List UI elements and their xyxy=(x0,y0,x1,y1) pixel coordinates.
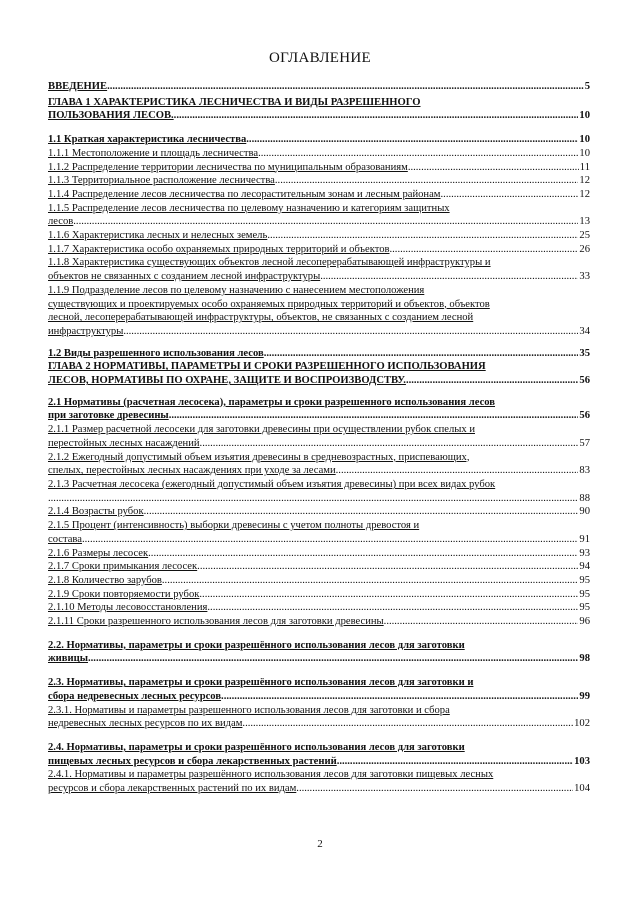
toc-entry-line xyxy=(48,215,590,229)
leader-dots xyxy=(148,547,578,561)
toc-entry-line xyxy=(48,676,590,690)
toc-entry-text: лесной, лесоперерабатывающей инфраструктуры, объектов, не связанных с созданием лесной xyxy=(48,312,474,324)
leader-dots xyxy=(73,215,578,229)
toc-entry-text: 1.1.1 Местоположение и площадь лесничества xyxy=(48,147,259,159)
leader-dots xyxy=(258,147,578,161)
toc-entry-line xyxy=(48,741,590,755)
toc-page-number: 11 xyxy=(579,161,590,173)
toc-entry-text: 2.1.10 Методы лесовосстановления xyxy=(48,602,208,614)
leader-dots xyxy=(441,188,579,202)
toc-entry-text: объектов не связанных с созданием лесной инфраструктуры xyxy=(48,271,321,283)
toc-entry[interactable] xyxy=(48,80,590,94)
toc-entry-line xyxy=(48,311,590,325)
toc-entry-text: 2.2. Нормативы, параметры и сроки разрешённого использования лесов для заготовки xyxy=(48,639,465,651)
toc-page-number: 25 xyxy=(579,230,590,242)
toc-entry[interactable] xyxy=(48,174,590,188)
toc-entry-text: 2.3.1. Нормативы и параметры разрешенного использования лесов для заготовки и сбора xyxy=(48,704,450,716)
toc-page-number: 88 xyxy=(579,492,590,504)
toc-entry-line xyxy=(48,147,590,161)
toc-entry-line xyxy=(48,782,590,796)
toc-entry-line xyxy=(48,80,590,94)
toc-entry-text: живицы xyxy=(48,653,88,665)
leader-dots xyxy=(221,690,578,704)
toc-entry[interactable] xyxy=(48,347,590,361)
toc-entry-text: 2.1.4 Возрасты рубок xyxy=(48,506,144,518)
page-title: ОГЛАВЛЕНИЕ xyxy=(269,50,371,66)
leader-dots xyxy=(174,109,579,123)
toc-entry[interactable] xyxy=(48,161,590,175)
toc-entry-text: спелых, перестойных лесных насаждениях при уходе за лесами xyxy=(48,465,336,477)
toc-entry-text: инфраструктуры xyxy=(48,325,124,337)
toc-entry-line xyxy=(48,174,590,188)
toc-entry[interactable] xyxy=(48,478,590,505)
toc-entry-line xyxy=(48,519,590,533)
toc-entry-line xyxy=(48,464,590,478)
leader-dots xyxy=(267,229,578,243)
toc-page-number: 57 xyxy=(579,437,590,449)
toc-entry-line xyxy=(48,615,590,629)
toc-page-number: 95 xyxy=(579,574,590,586)
leader-dots xyxy=(264,347,579,361)
toc-entry-text: 2.1.5 Процент (интенсивность) выборки древесины с учетом полноты древостоя и xyxy=(48,520,420,532)
toc-entry-line xyxy=(48,396,590,410)
leader-dots xyxy=(48,492,578,506)
leader-dots xyxy=(242,717,573,731)
toc-page-number: 35 xyxy=(579,347,590,359)
toc-entry-text: сбора недревесных лесных ресурсов xyxy=(48,690,222,702)
toc-entry-text: 2.1.1 Размер расчетной лесосеки для заготовки древесины при осуществлении рубок спелых и xyxy=(48,424,475,436)
toc-page-number: 56 xyxy=(579,410,590,422)
leader-dots xyxy=(296,782,573,796)
toc-entry-line xyxy=(48,704,590,718)
leader-dots xyxy=(406,374,578,388)
toc-entry[interactable] xyxy=(48,741,590,768)
toc-entry-line xyxy=(48,690,590,704)
toc-entry[interactable] xyxy=(48,202,590,229)
leader-dots xyxy=(197,560,578,574)
toc-entry-text: ГЛАВА 2 НОРМАТИВЫ, ПАРАМЕТРЫ И СРОКИ РАЗРЕШЕННОГО ИСПОЛЬЗОВАНИЯ xyxy=(48,361,486,373)
toc-entry-line xyxy=(48,409,590,423)
toc-entry[interactable] xyxy=(48,601,590,615)
toc-entry-line xyxy=(48,243,590,257)
toc-page-number: 33 xyxy=(579,271,590,283)
toc-entry-line xyxy=(48,451,590,465)
leader-dots xyxy=(107,80,584,94)
toc-entry[interactable] xyxy=(48,256,590,283)
leader-dots xyxy=(123,325,578,339)
toc-entry-text: 1.2 Виды разрешенного использования лесов xyxy=(48,347,264,359)
toc-entry-line xyxy=(48,133,590,147)
leader-dots xyxy=(336,464,579,478)
toc-entry[interactable] xyxy=(48,676,590,703)
leader-dots xyxy=(246,133,578,147)
leader-dots xyxy=(200,437,579,451)
toc-page-number: 104 xyxy=(574,783,590,795)
toc-entry-text: существующих и проектируемых особо охраняемых природных территорий и объектов, объектов xyxy=(48,298,490,310)
toc-entry[interactable] xyxy=(48,768,590,795)
toc-page-number: 102 xyxy=(574,718,590,730)
toc-entry-text: 2.1.7 Сроки примыкания лесосек xyxy=(48,561,198,573)
toc-entry-line xyxy=(48,755,590,769)
leader-dots xyxy=(169,409,579,423)
toc-entry-line xyxy=(48,533,590,547)
toc-entry-line xyxy=(48,325,590,339)
toc-entry-line xyxy=(48,639,590,653)
toc-entry[interactable] xyxy=(48,615,590,629)
toc-entry[interactable] xyxy=(48,505,590,519)
toc-entry[interactable] xyxy=(48,423,590,450)
toc-entry-line xyxy=(48,505,590,519)
toc-entry-line xyxy=(48,588,590,602)
leader-dots xyxy=(337,755,573,769)
toc-entry-text: ресурсов и сбора лекарственных растений по их видам xyxy=(48,783,297,795)
toc-entry-text: пищевых лесных ресурсов и сбора лекарственных растений xyxy=(48,755,337,767)
toc-entry-line xyxy=(48,229,590,243)
toc-entry[interactable] xyxy=(48,396,590,423)
toc-entry-text: 1.1.8 Характеристика существующих объектов лесной лесоперерабатывающей инфраструктуры и xyxy=(48,257,491,269)
toc-entry-text: 2.1.11 Сроки разрешенного использования лесов для заготовки древесины xyxy=(48,616,384,628)
toc-page-number: 10 xyxy=(579,110,590,122)
toc-page-number: 95 xyxy=(579,588,590,600)
page-number: 2 xyxy=(317,838,323,850)
leader-dots xyxy=(390,243,579,257)
leader-dots xyxy=(88,652,578,666)
toc-entry[interactable] xyxy=(48,284,590,339)
toc-entry-text: недревесных лесных ресурсов по их видам xyxy=(48,718,243,730)
toc-entry-line xyxy=(48,298,590,312)
leader-dots xyxy=(82,533,578,547)
toc-entry-text: 1.1.6 Характеристика лесных и нелесных земель xyxy=(48,230,268,242)
toc-page-number: 91 xyxy=(579,533,590,545)
toc-entry[interactable] xyxy=(48,133,590,147)
toc-entry-line xyxy=(48,96,590,110)
toc-entry-text: 1.1 Краткая характеристика лесничества xyxy=(48,134,247,146)
toc-entry[interactable] xyxy=(48,574,590,588)
toc-page-number: 93 xyxy=(579,547,590,559)
toc-entry-line xyxy=(48,717,590,731)
toc-page-number: 56 xyxy=(579,375,590,387)
toc-entry-line xyxy=(48,202,590,216)
toc-entry-text: 2.1.9 Сроки повторяемости рубок xyxy=(48,588,200,600)
toc-page-number: 99 xyxy=(579,690,590,702)
toc-page-number: 34 xyxy=(579,325,590,337)
toc-page-number: 10 xyxy=(579,134,590,146)
toc-entry-text: 1.1.5 Распределение лесов лесничества по целевому назначению и категориям защитных xyxy=(48,202,450,214)
toc-entry[interactable] xyxy=(48,519,590,546)
toc-entry-line xyxy=(48,284,590,298)
toc-entry-line xyxy=(48,492,590,506)
leader-dots xyxy=(207,601,578,615)
toc-entry-line xyxy=(48,768,590,782)
toc-entry-text: лесов xyxy=(48,216,74,228)
toc-entry-text: 1.1.2 Распределение территории лесничества по муниципальным образованиям xyxy=(48,161,408,173)
toc-entry[interactable] xyxy=(48,639,590,666)
toc-entry-text: ГЛАВА 1 ХАРАКТЕРИСТИКА ЛЕСНИЧЕСТВА И ВИДЫ РАЗРЕШЕННОГО xyxy=(48,96,421,108)
toc-entry-line xyxy=(48,347,590,361)
toc-entry-text: при заготовке древесины xyxy=(48,410,169,422)
toc-page-number: 103 xyxy=(574,755,590,767)
toc-entry-line xyxy=(48,188,590,202)
toc-entry-line xyxy=(48,423,590,437)
toc-entry[interactable] xyxy=(48,188,590,202)
leader-dots xyxy=(162,574,579,588)
toc-entry[interactable] xyxy=(48,704,590,731)
toc-entry-line xyxy=(48,109,590,123)
toc-page-number: 13 xyxy=(579,216,590,228)
toc-entry[interactable] xyxy=(48,360,590,387)
toc-entry-line xyxy=(48,437,590,451)
toc-entry[interactable] xyxy=(48,147,590,161)
toc-entry-line xyxy=(48,574,590,588)
toc-entry[interactable] xyxy=(48,547,590,561)
toc-entry-text: 2.4. Нормативы, параметры и сроки разрешённого использования лесов для заготовки xyxy=(48,741,465,753)
toc-page-number: 12 xyxy=(579,175,590,187)
toc-page-number: 83 xyxy=(579,465,590,477)
toc-entry-text: 2.1.8 Количество зарубов xyxy=(48,574,162,586)
toc-entry-text: состава xyxy=(48,533,82,545)
toc-entry[interactable] xyxy=(48,451,590,478)
table-of-contents xyxy=(48,80,590,796)
toc-entry[interactable] xyxy=(48,588,590,602)
toc-entry-line xyxy=(48,478,590,492)
toc-entry-text: перестойных лесных насаждений xyxy=(48,437,200,449)
toc-entry-line xyxy=(48,547,590,561)
toc-entry-line xyxy=(48,652,590,666)
leader-dots xyxy=(275,174,579,188)
toc-page-number: 94 xyxy=(579,561,590,573)
toc-page-number: 26 xyxy=(579,243,590,255)
toc-entry-text: 2.1.3 Расчетная лесосека (ежегодный допустимый объем изъятия древесины) при всех видах рубок xyxy=(48,478,496,490)
leader-dots xyxy=(384,615,579,629)
toc-entry-line xyxy=(48,560,590,574)
toc-page-number: 98 xyxy=(579,653,590,665)
toc-entry-line xyxy=(48,374,590,388)
toc-entry-text: 1.1.7 Характеристика особо охраняемых природных территорий и объектов xyxy=(48,243,390,255)
toc-page-number: 96 xyxy=(579,616,590,628)
leader-dots xyxy=(199,588,578,602)
toc-page-number: 12 xyxy=(579,188,590,200)
toc-entry-text: ВВЕДЕНИЕ xyxy=(48,81,108,92)
toc-entry-line xyxy=(48,256,590,270)
toc-entry-text: 1.1.4 Распределение лесов лесничества по лесорастительным зонам и лесным районам xyxy=(48,188,441,200)
toc-entry-line xyxy=(48,270,590,284)
toc-entry-line xyxy=(48,601,590,615)
toc-page-number: 10 xyxy=(579,147,590,159)
toc-entry-text: ЛЕСОВ, НОРМАТИВЫ ПО ОХРАНЕ, ЗАЩИТЕ И ВОСПРОИЗВОДСТВУ. xyxy=(48,375,406,387)
toc-entry-text: 2.1 Нормативы (расчетная лесосека), параметры и сроки разрешенного использования лесов xyxy=(48,396,496,408)
toc-page-number: 5 xyxy=(584,81,590,92)
toc-entry-line xyxy=(48,161,590,175)
toc-page-number: 95 xyxy=(579,602,590,614)
toc-entry-text: 1.1.9 Подразделение лесов по целевому назначению с нанесением местоположения xyxy=(48,284,425,296)
toc-entry-text: 2.1.2 Ежегодный допустимый объем изъятия древесины в средневозрастных, приспевающих, xyxy=(48,451,470,463)
toc-entry-text: 2.1.6 Размеры лесосек xyxy=(48,547,149,559)
toc-entry-text: ПОЛЬЗОВАНИЯ ЛЕСОВ. xyxy=(48,110,174,122)
toc-entry[interactable] xyxy=(48,243,590,257)
toc-entry-text: 1.1.3 Территориальное расположение лесничества xyxy=(48,175,275,187)
toc-entry[interactable] xyxy=(48,229,590,243)
toc-entry[interactable] xyxy=(48,560,590,574)
leader-dots xyxy=(408,161,579,175)
toc-page-number: 90 xyxy=(579,506,590,518)
toc-entry[interactable] xyxy=(48,96,590,123)
toc-entry-text: 2.3. Нормативы, параметры и сроки разрешённого использования лесов для заготовки и xyxy=(48,677,474,689)
toc-entry-line xyxy=(48,360,590,374)
leader-dots xyxy=(144,505,579,519)
toc-entry-text: 2.4.1. Нормативы и параметры разрешённого использования лесов для заготовки пищевых лесных xyxy=(48,769,494,781)
leader-dots xyxy=(320,270,578,284)
